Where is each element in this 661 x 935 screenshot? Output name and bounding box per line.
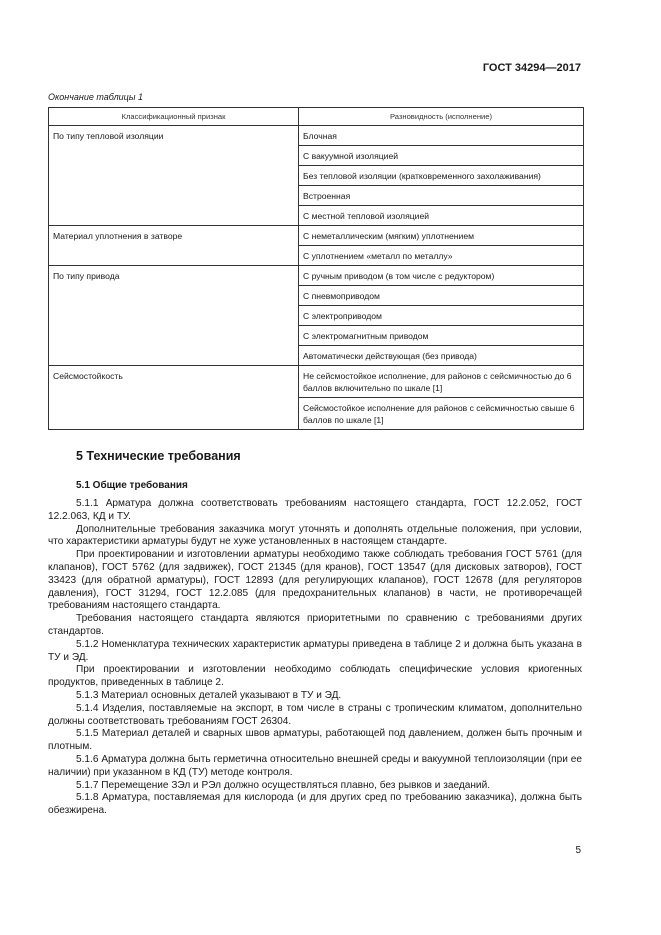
paragraph: 5.1.3 Материал основных деталей указывают в ТУ и ЭД.	[76, 689, 342, 701]
table-row	[49, 226, 584, 246]
document-code: ГОСТ 34294—2017	[482, 62, 581, 74]
paragraph: Требования настоящего стандарта являются приоритетными по сравнению с требованиями других стандартов.	[48, 613, 582, 637]
classification-table	[48, 107, 584, 430]
table-row	[49, 126, 584, 146]
table-row	[49, 266, 584, 286]
paragraph: 5.1.7 Перемещение ЗЭл и РЭл должно осуществляться плавно, без рывков и заеданий.	[76, 779, 491, 791]
group-cell: Материал уплотнения в затворе	[49, 226, 299, 266]
value-cell: Автоматически действующая (без привода)	[299, 346, 584, 366]
section-body	[48, 498, 582, 818]
paragraph: 5.1.5 Материал деталей и сварных швов арматуры, работающей под давлением, должен быть прочным и плотным.	[48, 728, 582, 753]
paragraph: 5.1.1 Арматура должна соответствовать требованиям настоящего стандарта, ГОСТ 12.2.052, ГОСТ 12.2.063, КД и ТУ.	[48, 498, 582, 522]
value-cell: Не сейсмостойкое исполнение, для районов с сейсмичностью до 6 баллов включительно по шкале [1]	[299, 366, 584, 398]
paragraph: При проектировании и изготовлении арматуры необходимо также соблюдать требования ГОСТ 5761 (для клапанов), ГОСТ 5762 (для задвижек), ГОСТ 21345 (для кранов), ГОСТ 13547 (для дисковых затворов), ГОСТ 33423 (для обратной арматуры), ГОСТ 12893 (для регулирующих клапанов), ГОСТ 12678 (для регуляторов давления), ГОСТ 31294, ГОСТ 12.2.085 (для предохранительных клапанов) в части, не противоречащей требованиям настоящего стандарта.	[48, 549, 582, 612]
paragraph: 5.1.6 Арматура должна быть герметична относительно внешней среды и вакуумной теплоизоляции (при ее наличии) при указанном в КД (ТУ) методе контроля.	[48, 753, 582, 778]
table-header-row	[49, 108, 584, 126]
value-cell: Сейсмостойкое исполнение для районов с сейсмичностью свыше 6 баллов по шкале [1]	[299, 398, 584, 430]
value-cell: Блочная	[299, 126, 584, 146]
value-cell: С вакуумной изоляцией	[299, 146, 584, 166]
table-row	[49, 366, 584, 398]
value-cell: С неметаллическим (мягким) уплотнением	[299, 226, 584, 246]
subsection-title: 5.1 Общие требования	[76, 480, 188, 491]
value-cell: С ручным приводом (в том числе с редуктором)	[299, 266, 584, 286]
paragraph: 5.1.8 Арматура, поставляемая для кислорода (и для других сред по требованию заказчика), должна быть обезжирена.	[48, 792, 582, 817]
value-cell: Встроенная	[299, 186, 584, 206]
column-header-variant: Разновидность (исполнение)	[299, 108, 584, 126]
value-cell: С уплотнением «металл по металлу»	[299, 246, 584, 266]
value-cell: С электромагнитным приводом	[299, 326, 584, 346]
page-number: 5	[575, 845, 581, 856]
paragraph: 5.1.2 Номенклатура технических характеристик арматуры приведена в таблице 2 и должна быть указана в ТУ и ЭД.	[48, 638, 582, 663]
value-cell: Без тепловой изоляции (кратковременного захолаживания)	[299, 166, 584, 186]
column-header-feature: Классификационный признак	[49, 108, 299, 126]
group-cell: По типу тепловой изоляции	[49, 126, 299, 226]
table-caption: Окончание таблицы 1	[48, 92, 143, 102]
value-cell: С местной тепловой изоляцией	[299, 206, 584, 226]
group-cell: Сейсмостойкость	[49, 366, 299, 430]
section-title: 5 Технические требования	[76, 449, 241, 463]
paragraph: 5.1.4 Изделия, поставляемые на экспорт, в том числе в страны с тропическим климатом, дополнительно должны соответствовать требованиям ГОСТ 26304.	[48, 702, 582, 727]
paragraph: При проектировании и изготовлении необходимо соблюдать специфические условия криогенных продуктов, приведенных в таблице 2.	[48, 664, 582, 689]
value-cell: С электроприводом	[299, 306, 584, 326]
paragraph: Дополнительные требования заказчика могут уточнять и дополнять отдельные положения, при условии, что характеристики арматуры будут не хуже установленных в настоящем стандарте.	[48, 523, 582, 548]
group-cell: По типу привода	[49, 266, 299, 366]
value-cell: С пневмоприводом	[299, 286, 584, 306]
